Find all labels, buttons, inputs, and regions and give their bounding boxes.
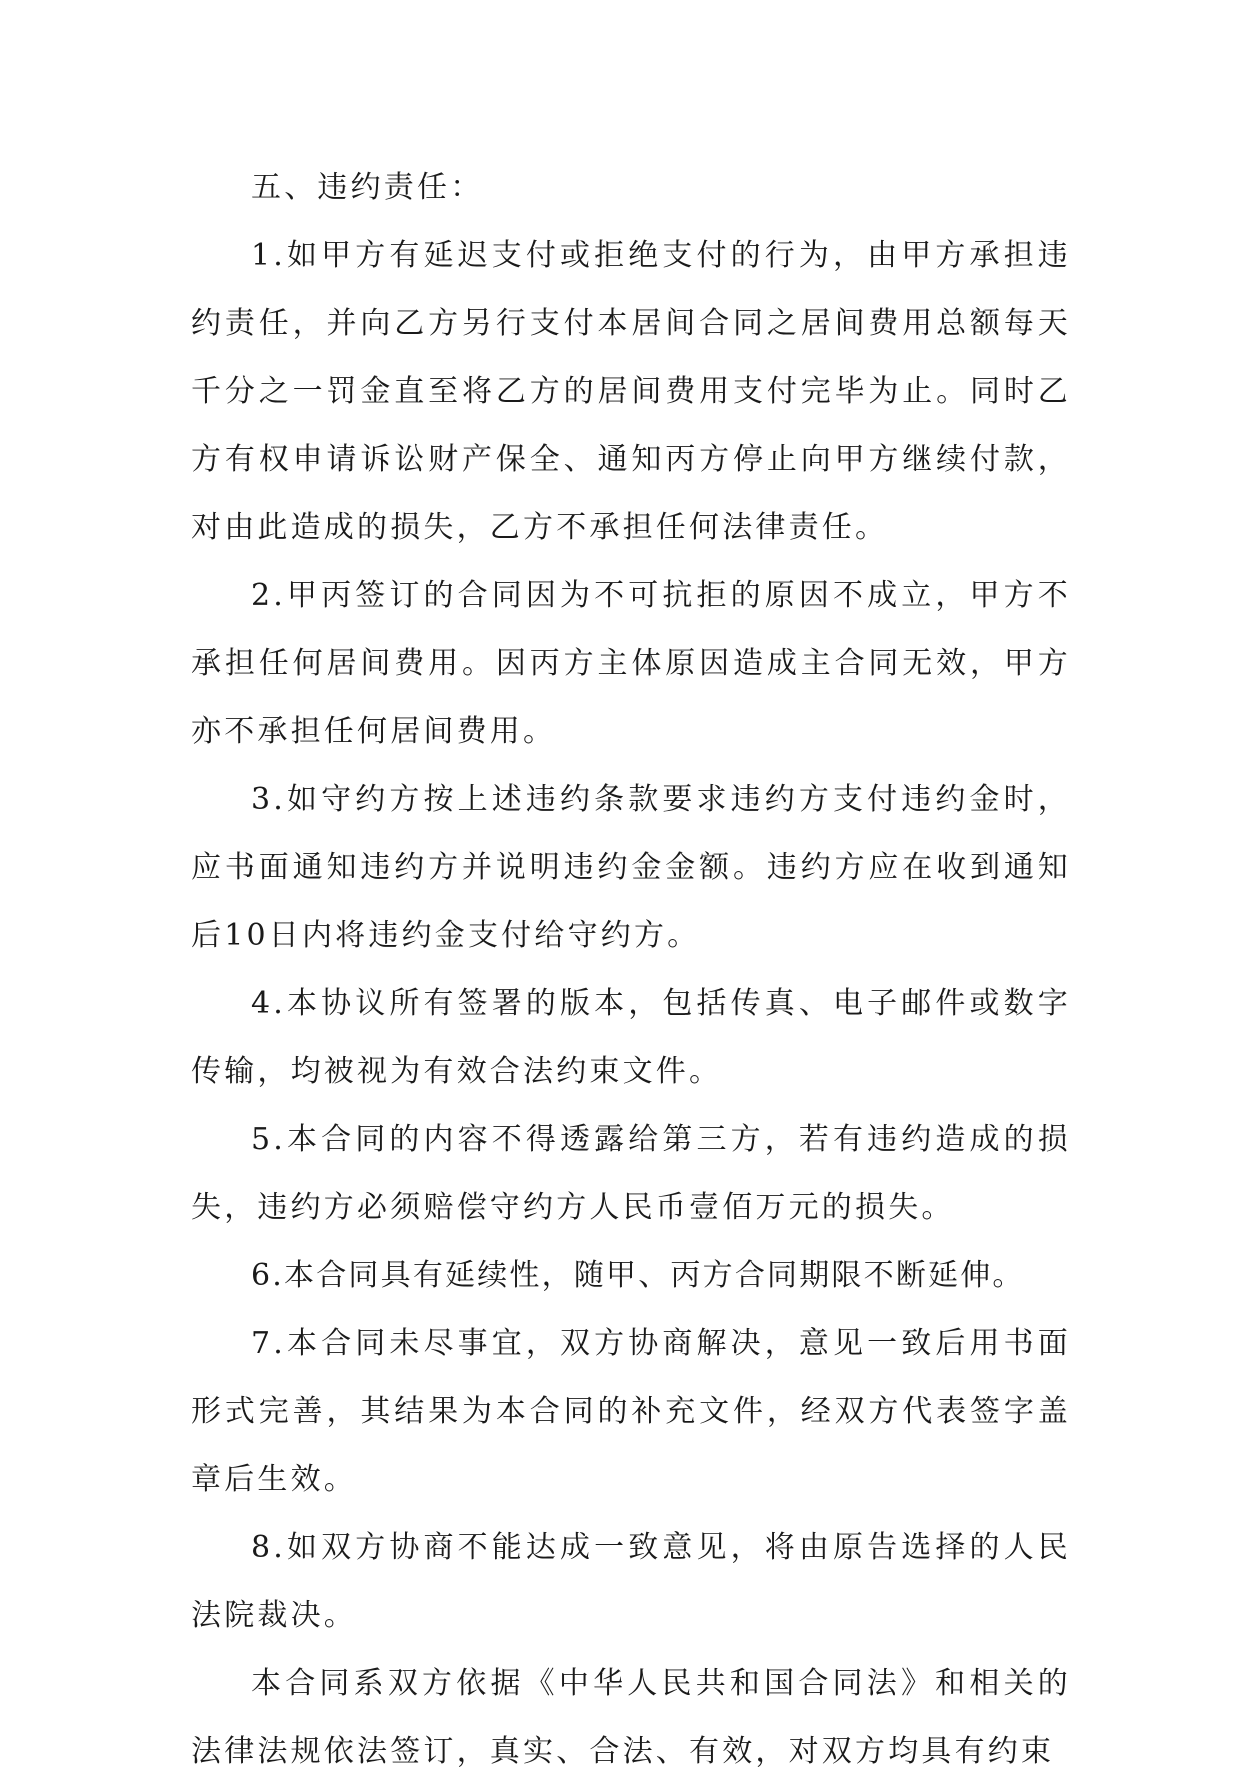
- clause-6: 6.本合同具有延续性，随甲、丙方合同期限不断延伸。: [251, 1258, 1025, 1293]
- clause-8: 8.如双方协商不能达成一致意见，将由原告选择的人民法院裁决。: [191, 1530, 1071, 1633]
- clause-5: 5.本合同的内容不得透露给第三方，若有违约造成的损失，违约方必须赔偿守约方人民币壹佰万元的损失。: [191, 1122, 1071, 1225]
- clause-4: 4.本协议所有签署的版本，包括传真、电子邮件或数字传输，均被视为有效合法约束文件。: [191, 986, 1071, 1089]
- clause-7: 7.本合同未尽事宜，双方协商解决，意见一致后用书面形式完善，其结果为本合同的补充文件，经双方代表签字盖章后生效。: [191, 1326, 1071, 1497]
- clause-2: 2.甲丙签订的合同因为不可抗拒的原因不成立，甲方不承担任何居间费用。因丙方主体原因造成主合同无效，甲方亦不承担任何居间费用。: [191, 578, 1071, 749]
- clause-3: 3.如守约方按上述违约条款要求违约方支付违约金时，应书面通知违约方并说明违约金金额。违约方应在收到通知后10日内将违约金支付给守约方。: [191, 782, 1071, 953]
- closing-paragraph: 本合同系双方依据《中华人民共和国合同法》和相关的法律法规依法签订，真实、合法、有效，对双方均具有约束: [191, 1666, 1071, 1769]
- section-heading: 五、违约责任：: [251, 170, 484, 205]
- document-body: [191, 154, 1071, 1786]
- clause-1: 1.如甲方有延迟支付或拒绝支付的行为，由甲方承担违约责任，并向乙方另行支付本居间合同之居间费用总额每天千分之一罚金直至将乙方的居间费用支付完毕为止。同时乙方有权申请诉讼财产保全、通知丙方停止向甲方继续付款，对由此造成的损失，乙方不承担任何法律责任。: [191, 238, 1071, 545]
